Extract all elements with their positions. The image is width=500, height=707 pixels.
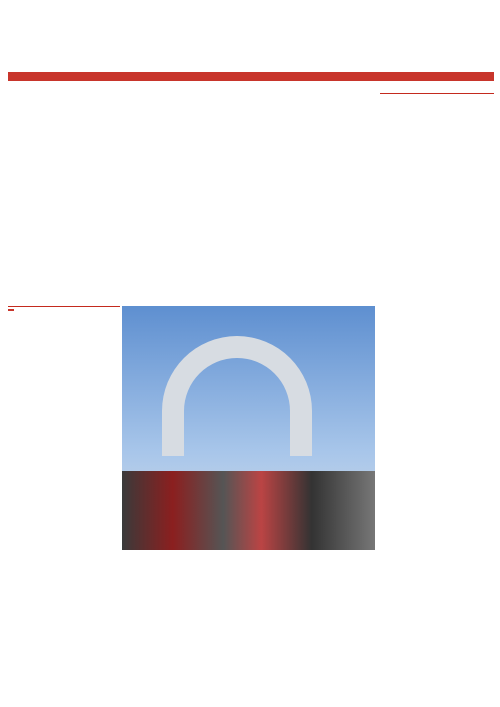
text-column [252,592,310,706]
box-tag [8,309,14,311]
text-column [122,592,180,706]
news-photo [122,306,375,550]
main-article [8,84,375,304]
photo-crowd [122,471,375,550]
sidebar-label [380,84,494,94]
masthead [8,4,494,72]
photo-caption [122,552,375,562]
sidebar [380,84,494,704]
issue-bar [8,72,494,81]
feature-box [8,306,120,481]
text-column [187,592,245,706]
text-column [317,592,375,706]
bottom-body [122,592,375,706]
bottom-article [122,566,375,706]
left-lower-text [8,484,120,704]
